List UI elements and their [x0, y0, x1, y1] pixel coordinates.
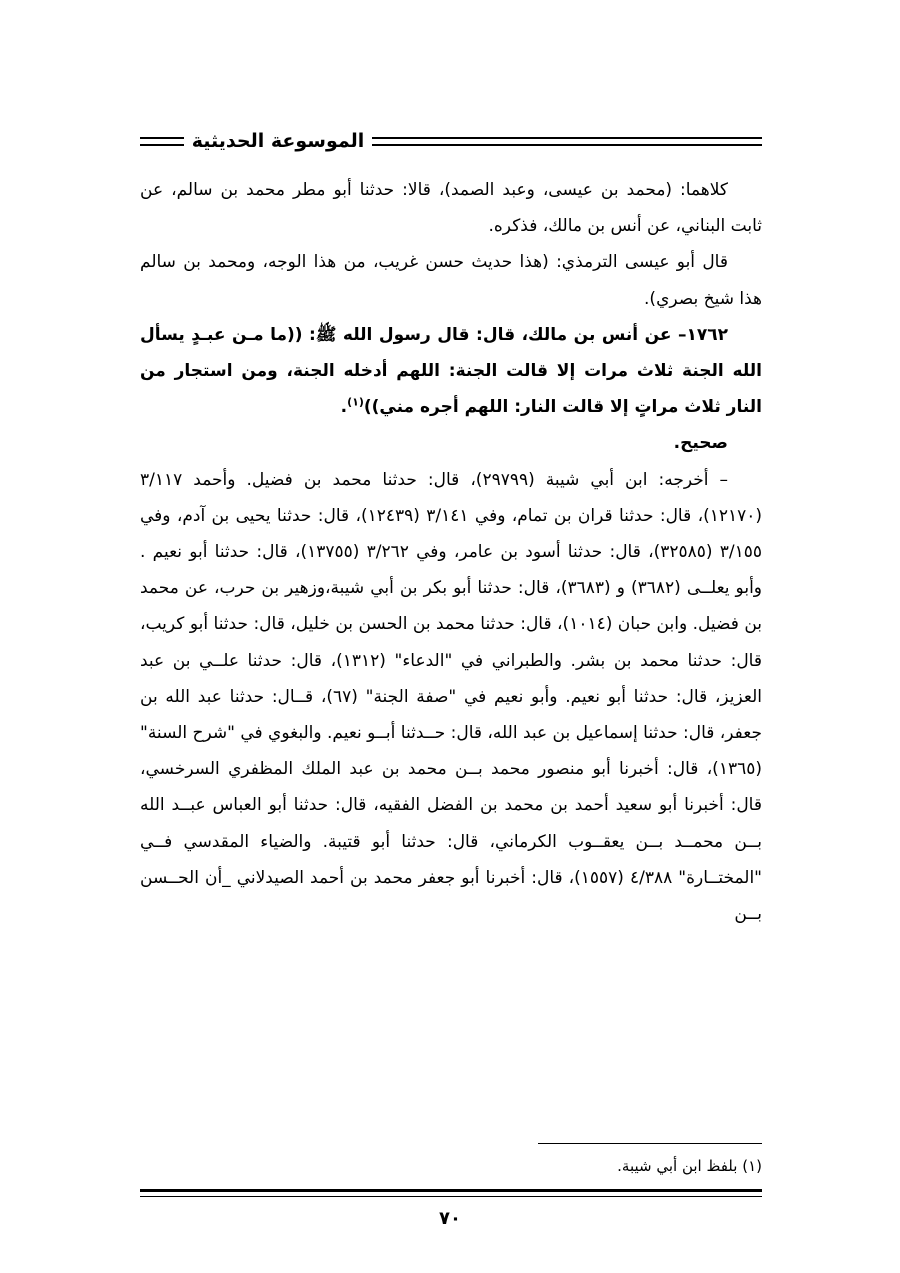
hadith-grade: صحيح.: [673, 433, 728, 454]
bottom-rule: [140, 1189, 762, 1197]
header-title: الموسوعة الحديثية: [191, 130, 365, 152]
page-number: ٧٠: [439, 1208, 461, 1229]
header-rule-right: [372, 137, 762, 146]
running-header: [140, 128, 762, 158]
paragraph-tirmidhi-comment: قال أبو عيسى الترمذي: (هذا حديث حسن غريب، من هذا الوجه، ومحمد بن سالم هذا شيخ بصري).: [140, 252, 762, 309]
page-body: [140, 172, 762, 932]
header-rule-left: [140, 137, 184, 146]
takhrij-paragraph: – أخرجه: ابن أبي شيبة (٢٩٧٩٩)، قال: حدثنا محمد بن فضيل. وأحمد ٣/١١٧ (١٢١٧٠)، قال: حدثنا قران بن تمام، وفي ٣/١٤١ (١٢٤٣٩)، قال: حدثنا يحيى بن آدم، وفي ٣/١٥٥ (٣٢٥٨٥)، قال: حدثنا أسود بن عامر، وفي ٣/٢٦٢ (١٣٧٥٥)، قال: حدثنا أبو نعيم . وأبو يعلــى (٣٦٨٢) و (٣٦٨٣)، قال: حدثنا أبو بكر بن أبي شيبة،وزهير بن حرب، عن محمد بن فضيل. وابن حبان (١٠١٤)، قال: حدثنا محمد بن الحسن بن خليل، قال: حدثنا أبو كريب، قال: حدثنا محمد بن بشر. والطبراني في "الدعاء" (١٣١٢)، قال: حدثنا علــي بن عبد العزيز، قال: حدثنا أبو نعيم. وأبو نعيم في "صفة الجنة" (٦٧)، قــال: حدثنا عبد الله بن جعفر، قال: حدثنا إسماعيل بن عبد الله، قال: حــدثنا أبــو نعيم. والبغوي في "شرح السنة" (١٣٦٥)، قال: أخبرنا أبو منصور محمد بــن محمد بن عبد الملك المظفري السرخسي، قال: أخبرنا أبو سعيد أحمد بن محمد بن الفضل الفقيه، قال: حدثنا أبو العباس عبــد الله بــن محمــد بــن يعقــوب الكرماني، قال: حدثنا أبو قتيبة. والضياء المقدسي فــي "المختــارة" ٤/٣٨٨ (١٥٥٧)، قال: أخبرنا أبو جعفر محمد بن أحمد الصيدلاني _أن الحــسن بــن: [140, 469, 763, 925]
paragraph-chain-end: كلاهما: (محمد بن عيسى، وعبد الصمد)، قالا: حدثنا أبو مطر محمد بن سالم، عن ثابت البناني، عن أنس بن مالك، فذكره.: [140, 180, 762, 237]
hadith-matn: ١٧٦٢– عن أنس بن مالك، قال: قال رسول الله ﷺ: ((ما مـن عبـدٍ يسأل الله الجنة ثلاث مرات إلا قالت الجنة: اللهم أدخله الجنة، ومن استجار من النار ثلاث مراتٍ إلا قالت النار: اللهم أجره مني)): [140, 324, 762, 418]
footnote-marker[interactable]: (١): [347, 395, 364, 409]
hadith-end-punct: .: [340, 397, 348, 418]
hadith-text: [140, 317, 762, 426]
footnote-separator: [538, 1143, 762, 1144]
footnote: (١) بلفظ ابن أبي شيبة.: [617, 1157, 762, 1175]
